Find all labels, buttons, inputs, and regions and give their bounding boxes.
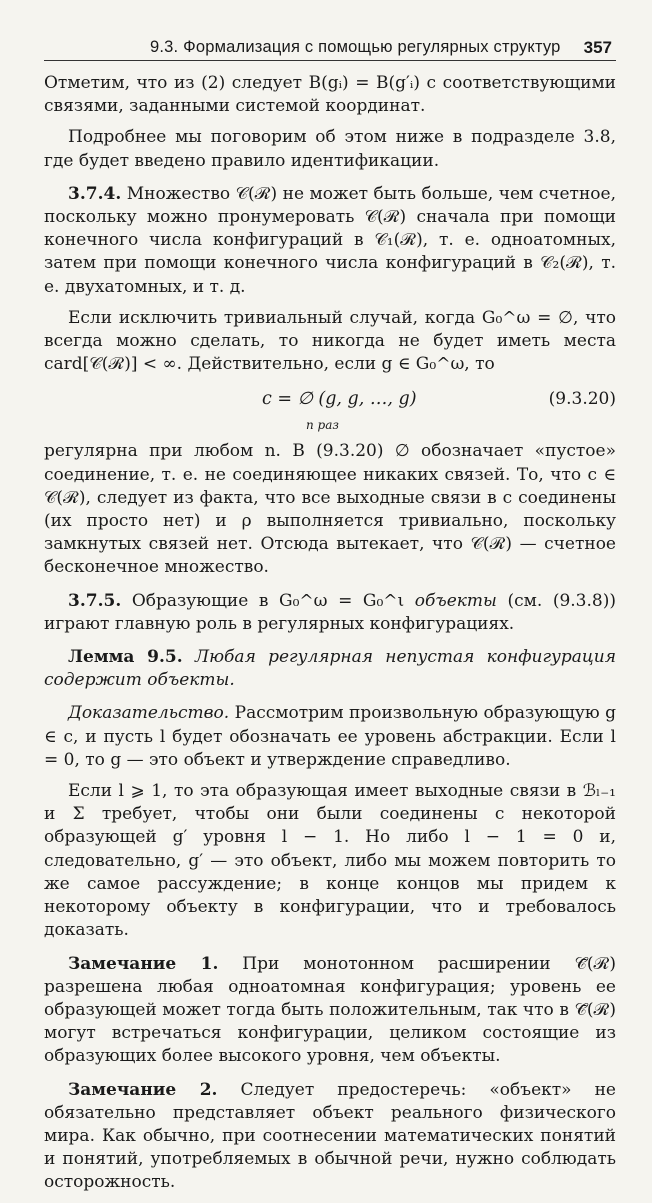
section-text: Множество 𝒞(ℛ) не может быть больше, чем счетное, поскольку можно пронумеровать 𝒞(ℛ) сначала при помощи конечного числа конфигураций в 𝒞₁(ℛ), т. е. одноатомных, затем при помощи конечного числа конфигураций в 𝒞₂(ℛ), т. е. двухатомных, и т. д. (44, 183, 616, 297)
proof-text: Рассмотрим произвольную образующую g ∈ c, и пусть l будет обозначать ее уровень абстракции. Если l = 0, то g — это объект и утверждение справедливо. (44, 703, 616, 770)
paragraph-1: Отметим, что из (2) следует B(gᵢ) = B(g′ᵢ) с соответствующими связями, заданными системой координат. (44, 73, 616, 117)
lemma-label: Лемма 9.5. (68, 647, 183, 668)
formula-expression: c = ∅ (g, g, …, g) (262, 389, 417, 410)
running-title: 9.3. Формализация с помощью регулярных структур (150, 38, 561, 56)
paragraph-8: Если l ⩾ 1, то эта образующая имеет выходные связи в ℬₗ₋₁ и Σ требует, чтобы они были соединены с некоторой образующей g′ уровня l − 1. Но либо l − 1 = 0 и, следовательно, g′ — это объект, либо мы можем повторить то же самое рассуждение; в конце концов мы придем к некоторому объекту в конфигурации, что и требовалось доказать. (44, 781, 616, 941)
remark-label: Замечание 1. (68, 953, 219, 974)
remark-text: При монотонном расширении 𝒞̄(ℛ) разрешена любая одноатомная конфигурация; уровень ее образующей может тогда быть положительным, так что в 𝒞̄(ℛ) могут встречаться конфигурации, целиком состоящие из образующих более высокого уровня, чем объекты. (44, 953, 616, 1067)
proof-label: Доказательство. (68, 703, 230, 724)
page-number: 357 (583, 38, 612, 57)
remark-2 (44, 1079, 616, 1195)
page-body (44, 72, 616, 1203)
paragraph-5: регулярна при любом n. В (9.3.20) ∅ обозначает «пустое» соединение, т. е. не соединяющее никаких связей. То, что c ∈ 𝒞(ℛ), следует из факта, что все выходные связи в c соединены (их просто нет) и ρ выполняется тривиально, поскольку замкнутых связей нет. Отсюда вытекает, что 𝒞(ℛ) — счетное бесконечное множество. (44, 441, 616, 578)
section-text-a: Образующие в G₀^ω = G₀^ι (131, 590, 415, 611)
formula-number: (9.3.20) (548, 389, 616, 410)
lemma-text: Любая регулярная непустая конфигурация содержит объекты. (44, 647, 616, 691)
proof (44, 702, 616, 772)
section-text-italic: объекты (414, 590, 497, 611)
remark-text: Следует предостеречь: «объект» не обязательно представляет объект реального физического мира. Как обычно, при соотнесении математических понятий и понятий, употребляемых в обычной речи, нужно соблюдать осторожность. (44, 1079, 616, 1193)
formula-underscript: n раз (306, 418, 339, 433)
running-header (44, 34, 616, 61)
display-formula (44, 384, 616, 436)
section-text-c: (см. (9.3.8)) играют главную роль в регулярных конфигурациях. (44, 590, 616, 634)
lemma (44, 646, 616, 692)
section-3-7-4 (44, 183, 616, 299)
paragraph-2: Подробнее мы поговорим об этом ниже в подразделе 3.8, где будет введено правило идентификации. (44, 127, 616, 171)
section-number: 3.7.4. (68, 183, 122, 204)
section-number: 3.7.5. (68, 590, 122, 611)
remark-label: Замечание 2. (68, 1079, 218, 1100)
remark-1 (44, 953, 616, 1069)
section-3-7-5 (44, 590, 616, 636)
paragraph-4: Если исключить тривиальный случай, когда G₀^ω = ∅, что всегда можно сделать, то никогда не будет иметь места card[𝒞(ℛ)] < ∞. Действительно, если g ∈ G₀^ω, то (44, 307, 616, 375)
